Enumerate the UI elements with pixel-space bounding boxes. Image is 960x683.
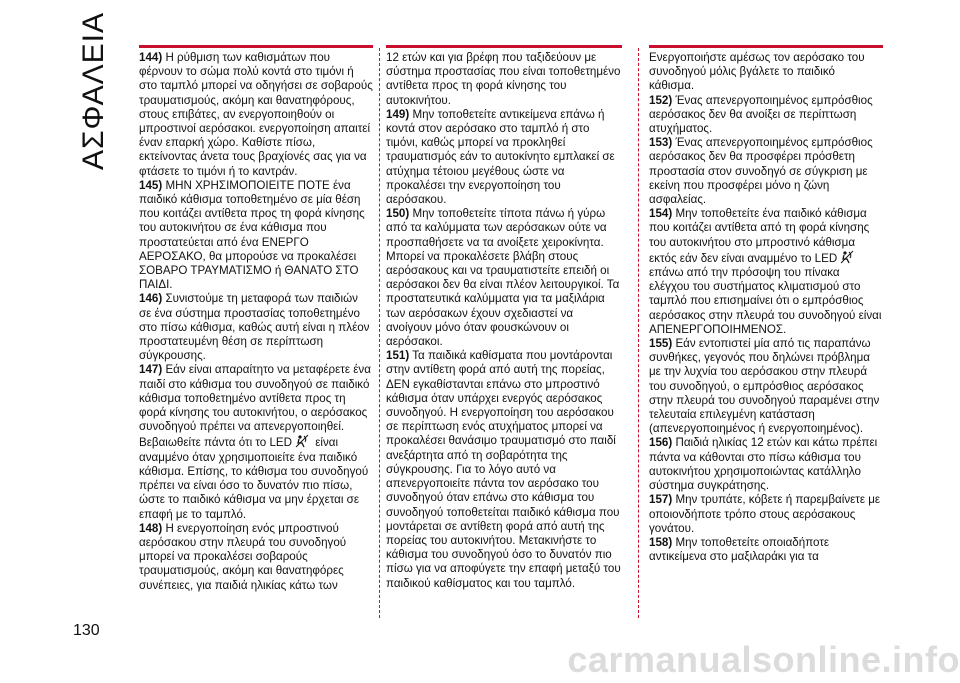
warning-paragraph: 149) Μην τοποθετείτε αντικείμενα επάνω ή κοντά στον αερόσακο στο ταμπλό ή στο τιμόνι, καθώς μπορεί να προκληθεί τραυματισμός εάν το αυτοκίνητο εμπλακεί σε ατύχημα τέτοιου μεγέθους ώστε να προκαλέσει την ενεργοποίηση του αερόσακου. bbox=[386, 107, 615, 207]
column-top-rule bbox=[139, 45, 373, 48]
warning-paragraph: 148) Η ενεργοποίηση ενός μπροστινού αερόσακου στην πλευρά του συνοδηγού μπορεί να προκαλέσει σοβαρούς τραυματισμούς, ακόμη και θανατηφόρες συνέπειες, για παιδιά ηλικίας κάτω των bbox=[139, 521, 347, 592]
column-top-rule bbox=[386, 45, 622, 48]
warning-paragraph: 12 ετών και για βρέφη που ταξιδεύουν με σύστημα προστασίας που είναι τοποθετημένο αντίθετα προς τη φορά κίνησης του αυτοκινήτου. bbox=[386, 51, 621, 107]
warning-paragraph: 154) Μην τοποθετείτε ένα παιδικό κάθισμα που κοιτάζει αντίθετα από τη φορά κίνησης του αυτοκινήτου στο μπροστινό κάθισμα εκτός εάν δεν είναι αναμμένο το LED επάνω από την πρόσοψη του πίνακα ελέγχου του συστήματος κλιματισμού στο ταμπλό που επισημαίνει ότι ο εμπρόσθιος αερόσακος στην πλευρά του συνοδηγού είναι ΑΠΕΝΕΡΓΟΠΟΙΗΜΕΝΟΣ. bbox=[649, 207, 882, 336]
column-divider bbox=[638, 48, 639, 618]
warning-paragraph: 152) Ένας απενεργοποιημένος εμπρόσθιος αερόσακος δεν θα ανοίξει σε περίπτωση ατυχήματος. bbox=[649, 93, 873, 136]
warning-paragraph: 147) Εάν είναι απαραίτητο να μεταφέρετε ένα παιδί στο κάθισμα του συνοδηγού σε παιδικό κάθισμα τοποθετημένο αντίθετα προς τη φορά κίνησης του αυτοκινήτου, ο αερόσακος συνοδηγού πρέπει να απενεργοποιηθεί. Βεβαιωθείτε πάντα ότι το LED είναι αναμμένο όταν χρησιμοποιείτε ένα παιδικό κάθισμα. Επίσης, το κάθισμα του συνοδηγού πρέπει να είναι όσο το δυνατόν πιο πίσω, ώστε το παιδικό κάθισμα να μην έρχεται σε επαφή με το ταμπλό. bbox=[139, 363, 371, 521]
warning-paragraph: 153) Ένας απενεργοποιημένος εμπρόσθιος αερόσακος δεν θα προσφέρει πρόσθετη προστασία στον συνοδηγό σε σύγκριση με εκείνη που προσφέρει μόνο η ζώνη ασφαλείας. bbox=[649, 136, 873, 207]
warning-paragraph: 158) Μην τοποθετείτε οποιαδήποτε αντικείμενα στο μαξιλαράκι για τα bbox=[649, 535, 830, 564]
warning-paragraph: 157) Μην τρυπάτε, κόβετε ή παρεμβαίνετε με οποιονδήποτε τρόπο στους αερόσακους γονάτου. bbox=[649, 493, 881, 535]
text-column-2 bbox=[386, 45, 622, 622]
watermark: carmanualsonline.info bbox=[567, 639, 960, 680]
warning-paragraph: 150) Μην τοποθετείτε τίποτα πάνω ή γύρω από τα καλύμματα των αερόσακων ούτε να προσπαθήσετε να τα ανοίξετε χειροκίνητα. Μπορεί να προκαλέσετε βλάβη στους αερόσακους και να τραυματιστείτε επειδή οι αερόσακοι δεν θα είναι πλέον λειτουργικοί. Τα προστατευτικά καλύμματα για τα μαξιλάρια των αερόσακων έχουν σχεδιαστεί να ανοίγουν μόνο όταν φουσκώνουν οι αερόσακοι. bbox=[386, 207, 620, 349]
section-title: ΑΣΦΑΛΕΙΑ bbox=[77, 12, 110, 171]
warning-paragraph: 146) Συνιστούμε τη μεταφορά των παιδιών σε ένα σύστημα προστασίας τοποθετημένο στο πίσω κάθισμα, καθώς αυτή είναι η πλέον προστατευμένη θέση σε περίπτωση σύγκρουσης. bbox=[139, 292, 370, 363]
airbag-off-icon bbox=[840, 250, 854, 264]
text-column-1 bbox=[139, 45, 373, 622]
warning-paragraph: 156) Παιδιά ηλικίας 12 ετών και κάτω πρέπει πάντα να κάθονται στο πίσω κάθισμα του αυτοκινήτου χρησιμοποιώντας κατάλληλο σύστημα συγκράτησης. bbox=[649, 436, 878, 493]
airbag-off-icon bbox=[295, 434, 309, 448]
warning-paragraph: Ενεργοποιήστε αμέσως τον αερόσακο του συνοδηγού μόλις βγάλετε το παιδικό κάθισμα. bbox=[649, 51, 865, 93]
page-number: 130 bbox=[73, 622, 100, 639]
column-divider bbox=[379, 48, 380, 618]
column-top-rule bbox=[649, 45, 883, 48]
warning-paragraph: 151) Τα παιδικά καθίσματα που μοντάρονται στην αντίθετη φορά από αυτή της πορείας, ΔΕΝ εγκαθίστανται επάνω στο μπροστινό κάθισμα όταν υπάρχει ενεργός αερόσακος συνοδηγού. Η ενεργοποίηση του αερόσακου σε περίπτωση ενός ατυχήματος μπορεί να προκαλέσει θανάσιμο τραυματισμό στο παιδί ανεξάρτητα από τη σοβαρότητα της σύγκρουσης. Για το λόγο αυτό να απενεργοποιείτε πάντα τον αερόσακο του συνοδηγού όταν επάνω στο κάθισμα του συνοδηγού τοποθετείται παιδικό κάθισμα που μοντάρεται σε αντίθετη φορά από αυτή της πορείας του αυτοκινήτου. Μετακινήστε το κάθισμα του συνοδηγού όσο το δυνατόν πιο πίσω για να αποφύγετε την επαφή μεταξύ του παιδικού καθίσματος και του ταμπλό. bbox=[386, 349, 621, 590]
warning-paragraph: 145) ΜΗΝ ΧΡΗΣΙΜΟΠΟΙΕΙΤΕ ΠΟΤΕ ένα παιδικό κάθισμα τοποθετημένο σε μία θέση που κοιτάζει αντίθετα προς τη φορά κίνησης του αυτοκινήτου σε ένα κάθισμα που προστατεύεται από ένα ΕΝΕΡΓΟ ΑΕΡΟΣΑΚΟ, θα μπορούσε να προκαλέσει ΣΟΒΑΡΟ ΤΡΑΥΜΑΤΙΣΜΟ ή ΘΑΝΑΤΟ ΣΤΟ ΠΑΙΔΙ. bbox=[139, 178, 365, 292]
warning-paragraph: 144) Η ρύθμιση των καθισμάτων που φέρνουν το σώμα πολύ κοντά στο τιμόνι ή στο ταμπλό μπορεί να οδηγήσει σε σοβαρούς τραυματισμούς, ακόμη και θανατηφόρους, στους επιβάτες, αν ενεργοποιηθούν οι μπροστινοί αερόσακοι. ενεργοποίηση απαιτεί έναν επαρκή χώρο. Καθίστε πίσω, εκτείνοντας άνετα τους βραχίονές σας για να φτάσετε το τιμόνι ή το καντράν. bbox=[139, 51, 373, 178]
warning-paragraph: 155) Εάν εντοπιστεί μία από τις παραπάνω συνθήκες, γεγονός που δηλώνει πρόβλημα με την λυχνία του αερόσακου στην πλευρά του συνοδηγού, ο εμπρόσθιος αερόσακος στην πλευρά του συνοδηγού παραμένει στην τελευταία επιλεγμένη κατάσταση (απενεργοποιημένος ή ενεργοποιημένος). bbox=[649, 337, 880, 436]
text-column-3 bbox=[649, 45, 883, 622]
